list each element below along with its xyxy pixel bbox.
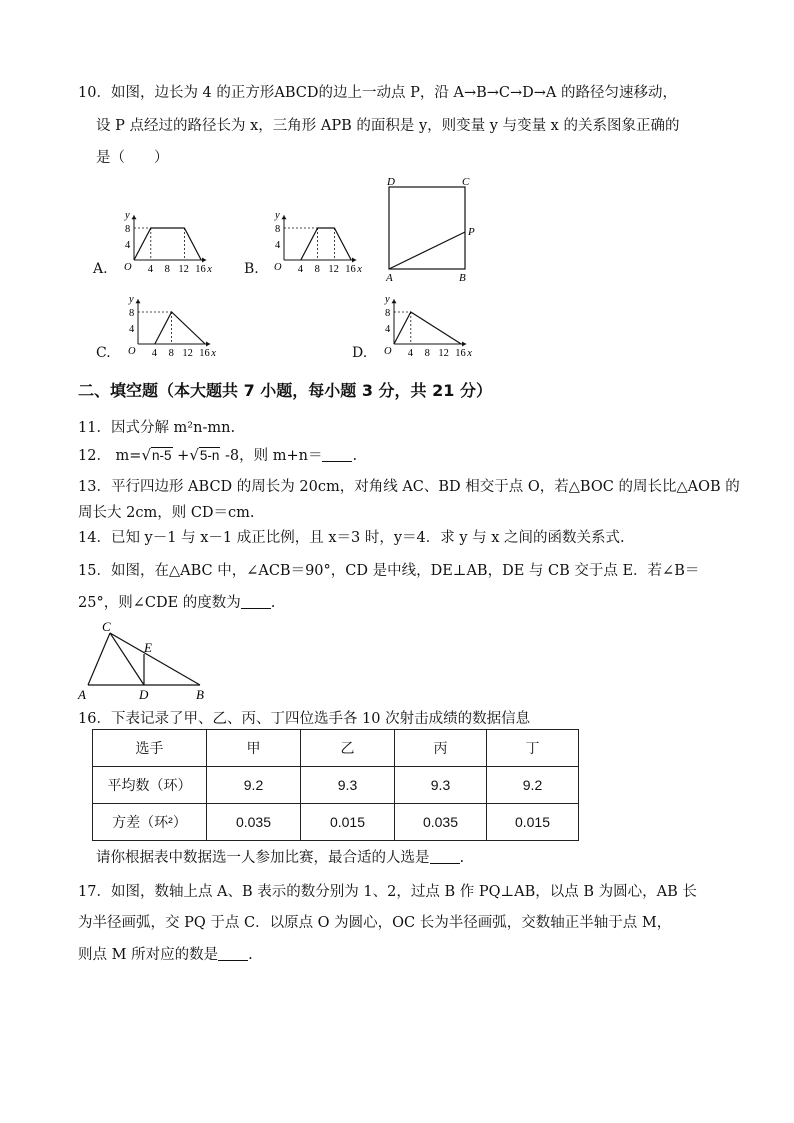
table-cell: 9.2 bbox=[207, 767, 301, 804]
q10-line1: 10．如图，边长为 4 的正方形ABCD的边上一动点 P，沿 A→B→C→D→A 的路径匀速移动， bbox=[78, 85, 678, 101]
q13-line2: 周长大 2cm，则 CD＝cm. bbox=[78, 505, 255, 521]
x-tick-label: 16 bbox=[199, 348, 210, 359]
y-tick-label: 8 bbox=[125, 224, 131, 235]
x-tick-label: 16 bbox=[455, 348, 466, 359]
table-cell: 0.015 bbox=[301, 804, 395, 841]
x-axis-arrow-icon bbox=[202, 258, 206, 263]
square-label-b: B bbox=[459, 272, 466, 282]
x-tick-label: 8 bbox=[168, 348, 174, 359]
q17-line2: 为半径画弧，交 PQ 于点 C．以原点 O 为圆心，OC 长为半径画弧，交数轴正半轴于点 M， bbox=[78, 915, 672, 931]
y-axis-arrow-icon bbox=[392, 299, 397, 303]
q12-plus: + bbox=[172, 448, 190, 464]
x-axis-arrow-icon bbox=[206, 342, 210, 347]
q13-line1: 13．平行四边形 ABCD 的周长为 20cm，对角线 AC、BD 相交于点 O，若△BOC 的周长比△AOB 的 bbox=[78, 479, 740, 495]
table-cell: 9.3 bbox=[301, 767, 395, 804]
x-tick-label: 12 bbox=[182, 348, 193, 359]
x-axis-arrow-icon bbox=[462, 342, 466, 347]
radicand-1: n-5 bbox=[152, 448, 172, 463]
graph-a bbox=[112, 202, 224, 278]
square-figure bbox=[380, 172, 490, 282]
y-axis-arrow-icon bbox=[136, 299, 141, 303]
x-tick-label: 12 bbox=[438, 348, 449, 359]
x-tick-label: 4 bbox=[147, 264, 154, 275]
table-cell: 方差（环²） bbox=[93, 804, 207, 841]
q12-suffix: -8，则 m+n＝ bbox=[220, 448, 323, 464]
y-tick-label: 8 bbox=[275, 224, 281, 235]
x-axis-label: x bbox=[357, 264, 362, 275]
table-cell: 0.035 bbox=[207, 804, 301, 841]
q17-line3 bbox=[78, 945, 253, 965]
q15-line1: 15．如图，在△ABC 中，∠ACB＝90°，CD 是中线，DE⊥AB，DE 与 CB 交于点 E．若∠B＝ bbox=[78, 563, 700, 579]
x-tick-label: 16 bbox=[195, 264, 206, 275]
q14-text: 14．已知 y－1 与 x－1 成正比例，且 x＝3 时，y＝4．求 y 与 x 之间的函数关系式. bbox=[78, 530, 625, 546]
q16-question bbox=[96, 848, 464, 868]
radicand-2: 5-n bbox=[199, 448, 220, 463]
square-label-d: D bbox=[387, 176, 395, 188]
q15-line2 bbox=[78, 593, 275, 613]
function-line bbox=[301, 228, 351, 260]
x-tick-label: 8 bbox=[314, 264, 320, 275]
q11-text: 11．因式分解 m²n-mn. bbox=[78, 420, 236, 436]
y-tick-label: 8 bbox=[129, 308, 135, 319]
x-tick-label: 8 bbox=[424, 348, 430, 359]
x-tick-label: 4 bbox=[151, 348, 158, 359]
q12-answer-blank[interactable] bbox=[322, 447, 352, 462]
tri-label-d: D bbox=[139, 687, 149, 702]
table-header-cell: 丙 bbox=[395, 730, 487, 767]
scores-table bbox=[92, 729, 579, 841]
y-axis-label: y bbox=[385, 294, 390, 305]
tri-label-c: C bbox=[102, 619, 111, 634]
tri-label-a: A bbox=[78, 687, 86, 702]
q17-line1: 17．如图，数轴上点 A、B 表示的数分别为 1、2，过点 B 作 PQ⊥AB，以点 B 为圆心，AB 长 bbox=[78, 884, 697, 900]
table-row bbox=[93, 804, 579, 841]
y-tick-label: 8 bbox=[385, 308, 391, 319]
origin-label: O bbox=[274, 262, 282, 273]
x-tick-label: 4 bbox=[407, 348, 414, 359]
tri-label-e: E bbox=[144, 640, 152, 655]
table-header-cell: 甲 bbox=[207, 730, 301, 767]
section-title: 二、填空题（本大题共 7 小题，每小题 3 分，共 21 分） bbox=[78, 381, 492, 400]
q15-line2-text: 25°，则∠CDE 的度数为 bbox=[78, 595, 241, 611]
q12-prefix: 12． m= bbox=[78, 448, 142, 464]
q10-line3: 是（ ） bbox=[96, 150, 169, 166]
x-tick-label: 4 bbox=[297, 264, 304, 275]
q17-line3-text: 则点 M 所对应的数是 bbox=[78, 947, 219, 963]
y-tick-label: 4 bbox=[125, 240, 131, 251]
x-axis-arrow-icon bbox=[352, 258, 356, 263]
x-tick-label: 12 bbox=[178, 264, 189, 275]
y-axis-arrow-icon bbox=[132, 215, 137, 219]
q12-end: . bbox=[352, 448, 358, 464]
x-tick-label: 8 bbox=[164, 264, 170, 275]
function-line bbox=[155, 312, 205, 344]
q17-end: . bbox=[248, 947, 253, 963]
y-tick-label: 4 bbox=[275, 240, 281, 251]
q15-end: . bbox=[270, 595, 276, 611]
origin-label: O bbox=[124, 262, 132, 273]
tri-label-b: B bbox=[196, 687, 204, 702]
table-header-cell: 丁 bbox=[487, 730, 579, 767]
function-line bbox=[134, 228, 201, 260]
q12-line bbox=[78, 445, 357, 466]
q15-answer-blank[interactable] bbox=[241, 594, 271, 609]
table-cell: 9.2 bbox=[487, 767, 579, 804]
x-tick-label: 12 bbox=[328, 264, 339, 275]
function-line bbox=[394, 312, 461, 344]
sqrt-2: √5-n bbox=[189, 446, 220, 464]
y-tick-label: 4 bbox=[129, 324, 135, 335]
square-label-p: P bbox=[468, 226, 475, 238]
y-tick-label: 4 bbox=[385, 324, 391, 335]
option-d-label[interactable]: D. bbox=[352, 345, 368, 361]
table-cell: 0.015 bbox=[487, 804, 579, 841]
q10-line2: 设 P 点经过的路径长为 x，三角形 APB 的面积是 y，则变量 y 与变量 x 的关系图象正确的 bbox=[96, 118, 680, 134]
x-axis-label: x bbox=[207, 264, 212, 275]
origin-label: O bbox=[384, 346, 392, 357]
triangle-figure bbox=[74, 619, 214, 703]
graph-d bbox=[372, 286, 484, 362]
y-axis-arrow-icon bbox=[282, 215, 287, 219]
sqrt-1: √n-5 bbox=[141, 446, 172, 464]
table-cell: 0.035 bbox=[395, 804, 487, 841]
y-axis-label: y bbox=[129, 294, 134, 305]
y-axis-label: y bbox=[125, 210, 130, 221]
table-row bbox=[93, 767, 579, 804]
square-label-c: C bbox=[462, 176, 470, 188]
origin-label: O bbox=[128, 346, 136, 357]
x-tick-label: 16 bbox=[345, 264, 356, 275]
x-axis-label: x bbox=[211, 348, 216, 359]
option-c-label[interactable]: C. bbox=[96, 345, 111, 361]
x-axis-label: x bbox=[467, 348, 472, 359]
q16-intro: 16．下表记录了甲、乙、丙、丁四位选手各 10 次射击成绩的数据信息 bbox=[78, 711, 531, 727]
table-header-cell: 乙 bbox=[301, 730, 395, 767]
option-b-label[interactable]: B. bbox=[244, 261, 259, 277]
y-axis-label: y bbox=[275, 210, 280, 221]
q16-answer-blank[interactable] bbox=[430, 849, 460, 864]
q17-answer-blank[interactable] bbox=[218, 946, 248, 961]
square-label-a: A bbox=[386, 272, 393, 282]
table-header-cell: 选手 bbox=[93, 730, 207, 767]
graph-c bbox=[116, 286, 228, 362]
q16-question-text: 请你根据表中数据选一人参加比赛，最合适的人选是 bbox=[96, 850, 430, 866]
option-a-label[interactable]: A. bbox=[93, 261, 108, 277]
graph-b bbox=[262, 202, 374, 278]
table-header-row bbox=[93, 730, 579, 767]
table-cell: 9.3 bbox=[395, 767, 487, 804]
table-cell: 平均数（环） bbox=[93, 767, 207, 804]
q16-end: . bbox=[459, 850, 465, 866]
